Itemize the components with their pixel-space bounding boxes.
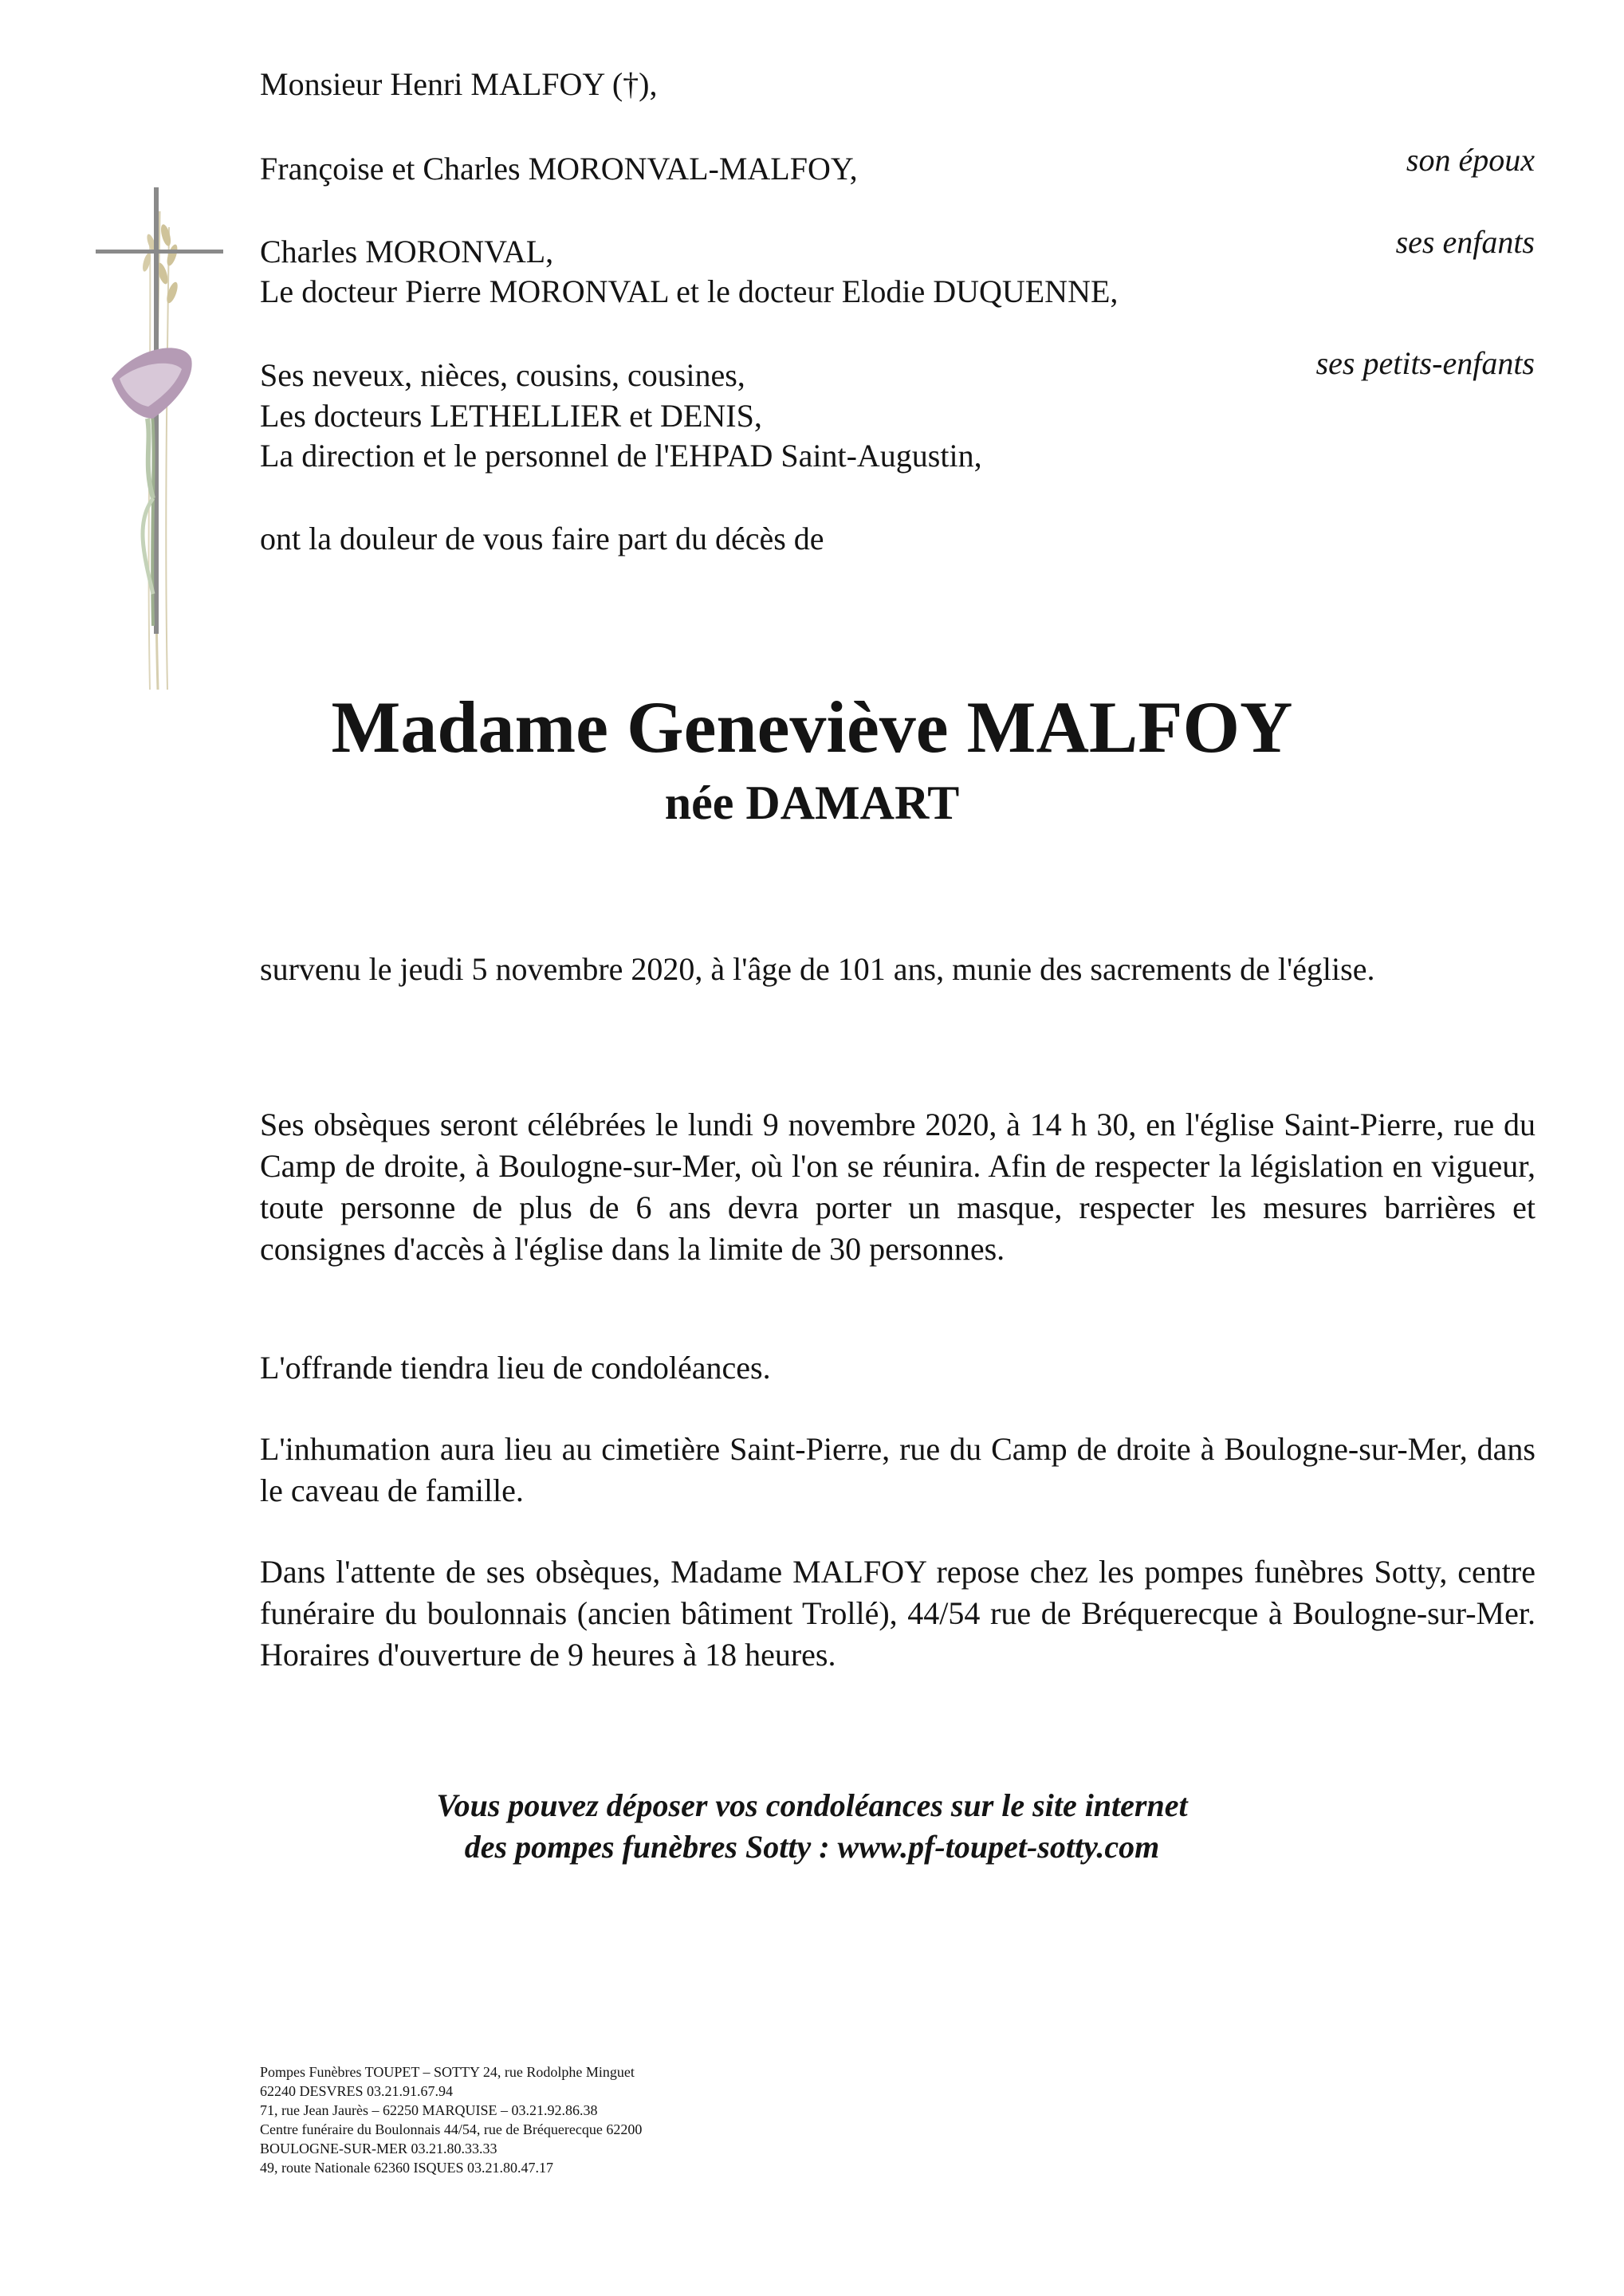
footer-line: Pompes Funèbres TOUPET – SOTTY 24, rue Rodolphe Minguet (260, 2064, 635, 2080)
footer-line: 49, route Nationale 62360 ISQUES 03.21.80.47.17 (260, 2160, 553, 2176)
family-line-2: Françoise et Charles MORONVAL-MALFOY, (260, 151, 858, 187)
footer-line: 62240 DESVRES 03.21.91.67.94 (260, 2083, 454, 2099)
condolences-line-2: des pompes funèbres Sotty : www.pf-toupet-sotty.com (464, 1829, 1160, 1865)
deceased-maiden-name: née DAMART (664, 776, 960, 829)
footer-line: Centre funéraire du Boulonnais 44/54, rue de Bréquerecque 62200 (260, 2121, 643, 2137)
offering-paragraph: L'offrande tiendra lieu de condoléances. (260, 1350, 771, 1386)
relation-grandchildren: ses petits-enfants (1315, 345, 1535, 381)
relation-children: ses enfants (1395, 224, 1535, 260)
family-line-6: Les docteurs LETHELLIER et DENIS, (260, 398, 762, 434)
family-line-5: Ses neveux, nièces, cousins, cousines, (260, 357, 745, 393)
burial-paragraph: L'inhumation aura lieu au cimetière Saint-Pierre, rue du Camp de droite à Boulogne-sur-Mer, dans le caveau de famille. (260, 1431, 1536, 1508)
rest-paragraph: Dans l'attente de ses obsèques, Madame MALFOY repose chez les pompes funèbres Sotty, centre funéraire du boulonnais (ancien bâtiment Trollé), 44/54 rue de Bréquerecque à Boulogne-sur-Mer. Horaires d'ouverture de 9 heures à 18 heures. (260, 1554, 1536, 1673)
death-notice: survenu le jeudi 5 novembre 2020, à l'âge de 101 ans, munie des sacrements de l'église. (260, 951, 1375, 987)
family-line-4: Le docteur Pierre MORONVAL et le docteur Elodie DUQUENNE, (260, 273, 1119, 309)
cross-lily-decoration (64, 179, 255, 690)
footer-line: 71, rue Jean Jaurès – 62250 MARQUISE – 03.21.92.86.38 (260, 2102, 598, 2118)
relation-spouse: son époux (1406, 142, 1535, 178)
family-line-3: Charles MORONVAL, (260, 234, 554, 269)
family-line-1: Monsieur Henri MALFOY (†), (260, 66, 658, 102)
deceased-name: Madame Geneviève MALFOY (331, 686, 1293, 768)
calla-lily-icon (112, 348, 192, 626)
funeral-paragraph: Ses obsèques seront célébrées le lundi 9 novembre 2020, à 14 h 30, en l'église Saint-Pierre, rue du Camp de droite, à Boulogne-sur-Mer, où l'on se réunira. Afin de respecter la législation en vigueur, toute personne de plus de 6 ans devra porter un masque, respecter les mesures barrières et consignes d'accès à l'église dans la limite de 30 personnes. (260, 1107, 1536, 1267)
footer-line: BOULOGNE-SUR-MER 03.21.80.33.33 (260, 2141, 497, 2156)
family-line-7: La direction et le personnel de l'EHPAD Saint-Augustin, (260, 438, 982, 474)
condolences-line-1: Vous pouvez déposer vos condoléances sur le site internet (436, 1787, 1188, 1823)
announcement-line: ont la douleur de vous faire part du décès de (260, 521, 824, 556)
